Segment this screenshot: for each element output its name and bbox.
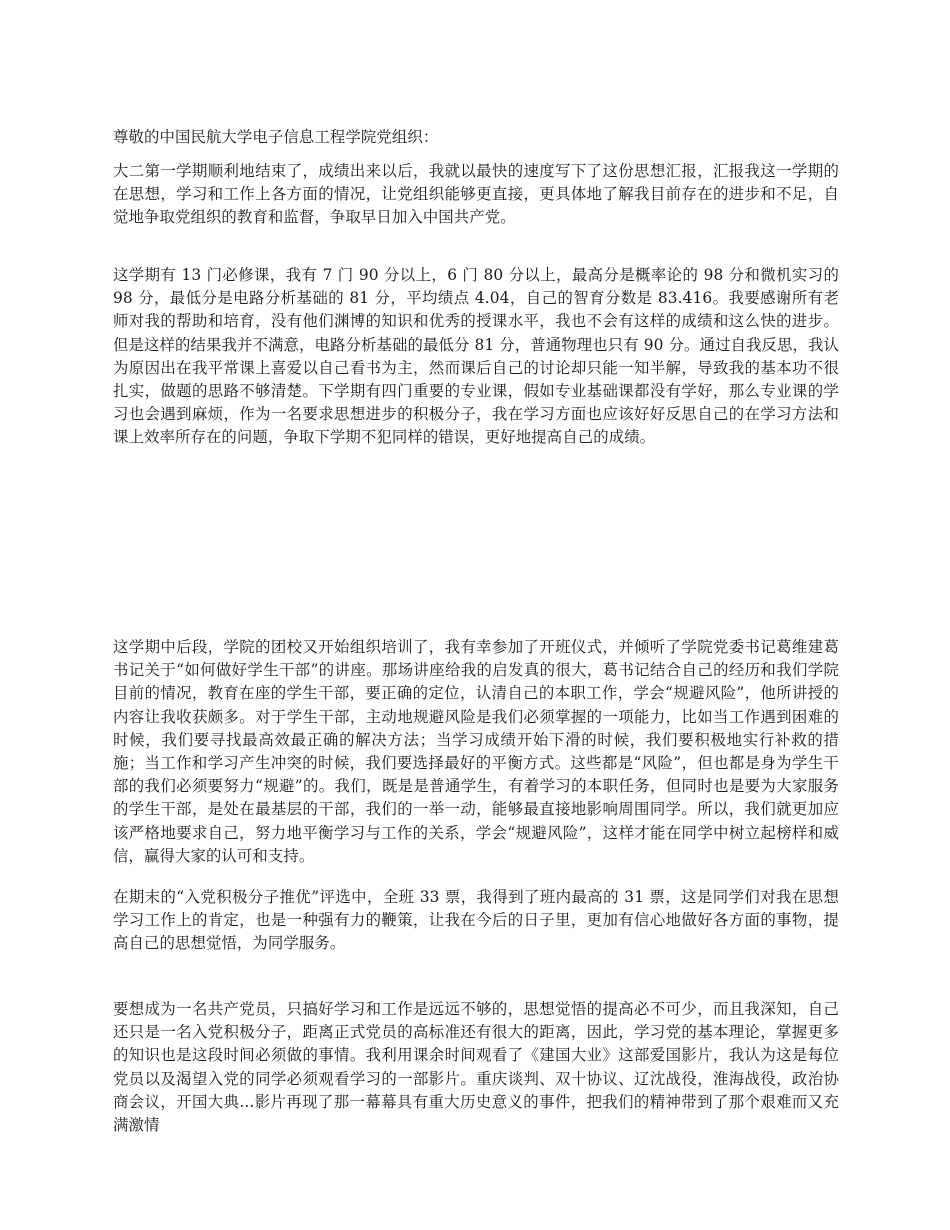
- paragraph-theory-study: 要想成为一名共产党员，只搞好学习和工作是远远不够的，思想觉悟的提高必不可少，而且我深知，自己还只是一名入党积极分子，距离正式党员的高标准还有很大的距离，因此，学习党的基本理论，掌握更多的知识也是这段时间必须做的事情。我利用课余时间观看了《建国大业》这部爱国影片，我认为这是每位党员以及渴望入党的同学必须观看学习的一部影片。重庆谈判、双十协议、辽沈战役，淮海战役，政治协商会议，开国大典...影片再现了那一幕幕具有重大历史意义的事件，把我们的精神带到了那个艰难而又充满激情: [113, 1000, 839, 1135]
- paragraph-report-intro: 大二第一学期顺利地结束了，成绩出来以后，我就以最快的速度写下了这份思想汇报，汇报我这一学期的在思想，学习和工作上各方面的情况，让党组织能够更直接，更具体地了解我目前存在的进步和不足，自觉地争取党组织的教育和监督，争取早日加入中国共产党。: [113, 162, 839, 227]
- paragraph-party-recommendation-vote: 在期末的“入党积极分子推优”评选中，全班 33 票，我得到了班内最高的 31 票，这是同学们对我在思想学习工作上的肯定，也是一种强有力的鞭策，让我在今后的日子里，更加有信心地做好各方面的事物，提高自己的思想觉悟，为同学服务。: [113, 888, 839, 953]
- salutation: 尊敬的中国民航大学电子信息工程学院党组织：: [113, 128, 439, 146]
- paragraph-student-cadre-training: 这学期中后段，学院的团校又开始组织培训了，我有幸参加了开班仪式，并倾听了学院党委书记葛维建葛书记关于“如何做好学生干部”的讲座。那场讲座给我的启发真的很大，葛书记结合自己的经历和我们学院目前的情况，教育在座的学生干部，要正确的定位，认清自己的本职工作，学会“规避风险”，他所讲授的内容让我收获颇多。对于学生干部，主动地规避风险是我们必须掌握的一项能力，比如当工作遇到困难的时候，我们要寻找最高效最正确的解决方法；当学习成绩开始下滑的时候，我们要积极地实行补救的措施；当工作和学习产生冲突的时候，我们要选择最好的平衡方式。这些都是“风险”，但也都是身为学生干部的我们必须要努力“规避”的。我们，既是是普通学生，有着学习的本职任务，但同时也是要为大家服务的学生干部，是处在最基层的干部，我们的一举一动，能够最直接地影响周围同学。所以，我们就更加应该严格地要求自己，努力地平衡学习与工作的关系，学会“规避风险”，这样才能在同学中树立起榜样和威信，赢得大家的认可和支持。: [113, 638, 839, 865]
- paragraph-study-results: 这学期有 13 门必修课，我有 7 门 90 分以上，6 门 80 分以上，最高分是概率论的 98 分和微机实习的 98 分，最低分是电路分析基础的 81 分，平均绩点 4.04，自己的智育分数是 83.416。我要感谢所有老师对我的帮助和培育，没有他们渊博的知识和优秀的授课水平，我也不会有这样的成绩和这么快的进步。但是这样的结果我并不满意，电路分析基础的最低分 81 分，普通物理也只有 90 分。通过自我反思，我认为原因出在我平常课上喜爱以自己看书为主，然而课后自己的讨论却只能一知半解，导致我的基本功不很扎实，做题的思路不够清楚。下学期有四门重要的专业课，假如专业基础课都没有学好，那么专业课的学习也会遇到麻烦，作为一名要求思想进步的积极分子，我在学习方面也应该好好反思自己的在学习方法和课上效率所存在的问题，争取下学期不犯同样的错误，更好地提高自己的成绩。: [113, 266, 839, 447]
